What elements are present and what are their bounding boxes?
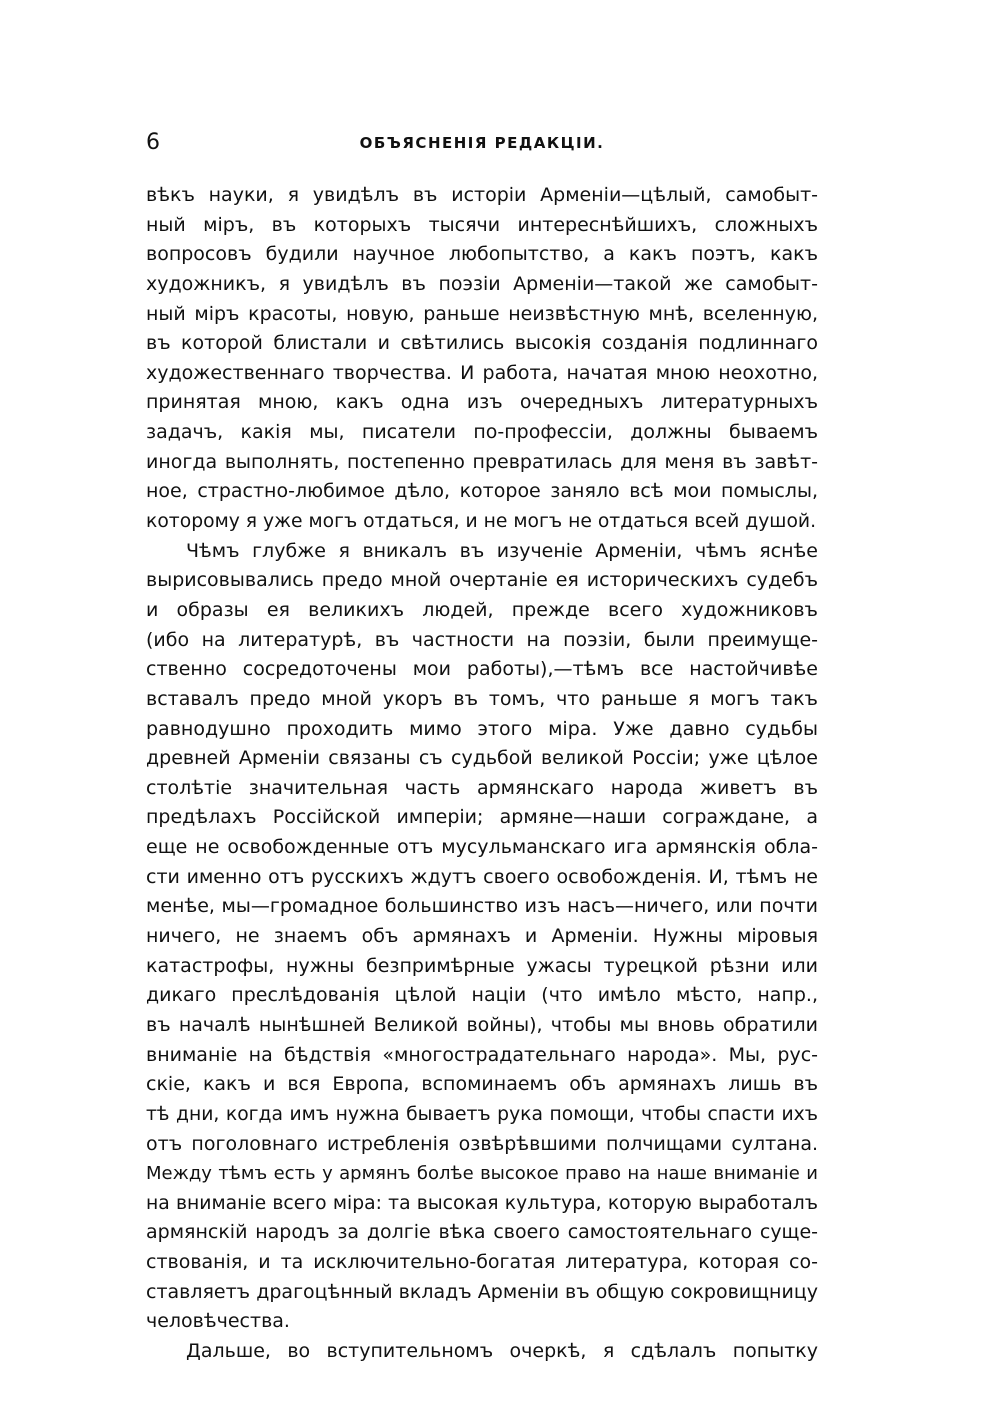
text-line: художникъ, я увидѣлъ въ поэзіи Арменіи—такой же самобыт- (146, 272, 818, 295)
text-line: катастрофы, нужны безпримѣрные ужасы турецкой рѣзни или (146, 954, 818, 977)
text-line: въ началѣ нынѣшней Великой войны), чтобы мы вновь обратили (146, 1013, 818, 1036)
text-line: отъ поголовнаго истребленія озвѣрѣвшими полчищами султана. (146, 1132, 818, 1155)
text-line: задачъ, какія мы, писатели по-профессіи, должны бываемъ (146, 421, 818, 444)
text-line: ственно сосредоточены мои работы),—тѣмъ все настойчивѣе (146, 658, 818, 681)
text-line: ный міръ красоты, новую, раньше неизвѣстную мнѣ, вселенную, (146, 302, 818, 325)
text-line: армянскій народъ за долгіе вѣка своего самостоятельнаго суще- (146, 1221, 818, 1244)
text-line: ный міръ, въ которыхъ тысячи интереснѣйшихъ, сложныхъ (146, 213, 818, 236)
text-line: иногда выполнять, постепенно превратилась для меня въ завѣт- (146, 450, 818, 473)
text-line: и образы ея великихъ людей, прежде всего художниковъ (146, 598, 818, 621)
text-line: ное, страстно-любимое дѣло, которое заняло всѣ мои помыслы, (146, 480, 818, 503)
text-line: еще не освобожденные отъ мусульманскаго ига армянскія обла- (146, 836, 818, 859)
text-line: вопросовъ будили научное любопытство, а какъ поэтъ, какъ (146, 243, 818, 266)
text-line: сти именно отъ русскихъ ждутъ своего освобожденія. И, тѣмъ не (146, 865, 818, 888)
text-line: Между тѣмъ есть у армянъ болѣе высокое право на наше вниманіе и (146, 1163, 818, 1185)
text-line: Дальше, во вступительномъ очеркѣ, я сдѣлалъ попытку (186, 1339, 818, 1362)
text-line: предѣлахъ Россійской имперіи; армяне—наши согражданe, а (146, 806, 818, 829)
text-line: ствованія, и та исключительно-богатая литература, которая со- (146, 1251, 818, 1274)
text-line: вѣкъ науки, я увидѣлъ въ исторіи Арменіи—цѣлый, самобыт- (146, 184, 818, 206)
text-line: человѣчества. (146, 1310, 290, 1333)
text-line: на вниманіе всего міра: та высокая культура, которую выработалъ (146, 1192, 818, 1214)
text-line: ставляетъ драгоцѣнный вкладъ Арменіи въ общую сокровищницу (146, 1280, 818, 1303)
text-line: художественнаго творчества. И работа, начатая мною неохотно, (146, 361, 818, 384)
text-line: тѣ дни, когда имъ нужна бываетъ рука помощи, чтобы спасти ихъ (146, 1103, 818, 1125)
text-line: вставалъ предо мной укоръ въ томъ, что раньше я могъ такъ (146, 687, 818, 710)
text-line: вырисовывались предо мной очертаніе ея историческихъ судебъ (146, 569, 818, 592)
running-head (146, 128, 818, 158)
text-line: Чѣмъ глубже я вникалъ въ изученіе Арменіи, чѣмъ яснѣе (186, 539, 818, 562)
text-line: ничего, не знаемъ объ армянахъ и Арменіи. Нужны міровыя (146, 925, 818, 948)
body-text (146, 181, 818, 1367)
text-line: древней Арменіи связаны съ судьбой великой Россіи; уже цѣлое (146, 747, 818, 770)
text-line: въ которой блистали и свѣтились высокія созданія подлиннаго (146, 332, 818, 355)
text-line: менѣе, мы—громадное большинство изъ насъ—ничего, или почти (146, 895, 818, 918)
text-line: скіе, какъ и вся Европа, вспоминаемъ объ армянахъ лишь въ (146, 1073, 818, 1096)
text-line: которому я уже могъ отдаться, и не могъ не отдаться всей душой. (146, 511, 817, 533)
text-line: принятая мною, какъ одна изъ очередныхъ литературныхъ (146, 391, 818, 414)
text-line: столѣтіе значительная часть армянскаго народа живетъ въ (146, 776, 818, 799)
text-line: (ибо на литературѣ, въ частности на поэзіи, были преимуще- (146, 628, 818, 651)
text-line: вниманіе на бѣдствія «многострадательнаго народа». Мы, рус- (146, 1043, 818, 1066)
chapter-title: ОБЪЯСНЕНІЯ РЕДАКЦІИ. (359, 134, 605, 152)
text-line: дикаго преслѣдованія цѣлой націи (что имѣло мѣсто, напр., (146, 984, 818, 1007)
text-line: равнодушно проходить мимо этого міра. Уже давно судьбы (146, 717, 818, 740)
page-number: 6 (146, 130, 160, 155)
